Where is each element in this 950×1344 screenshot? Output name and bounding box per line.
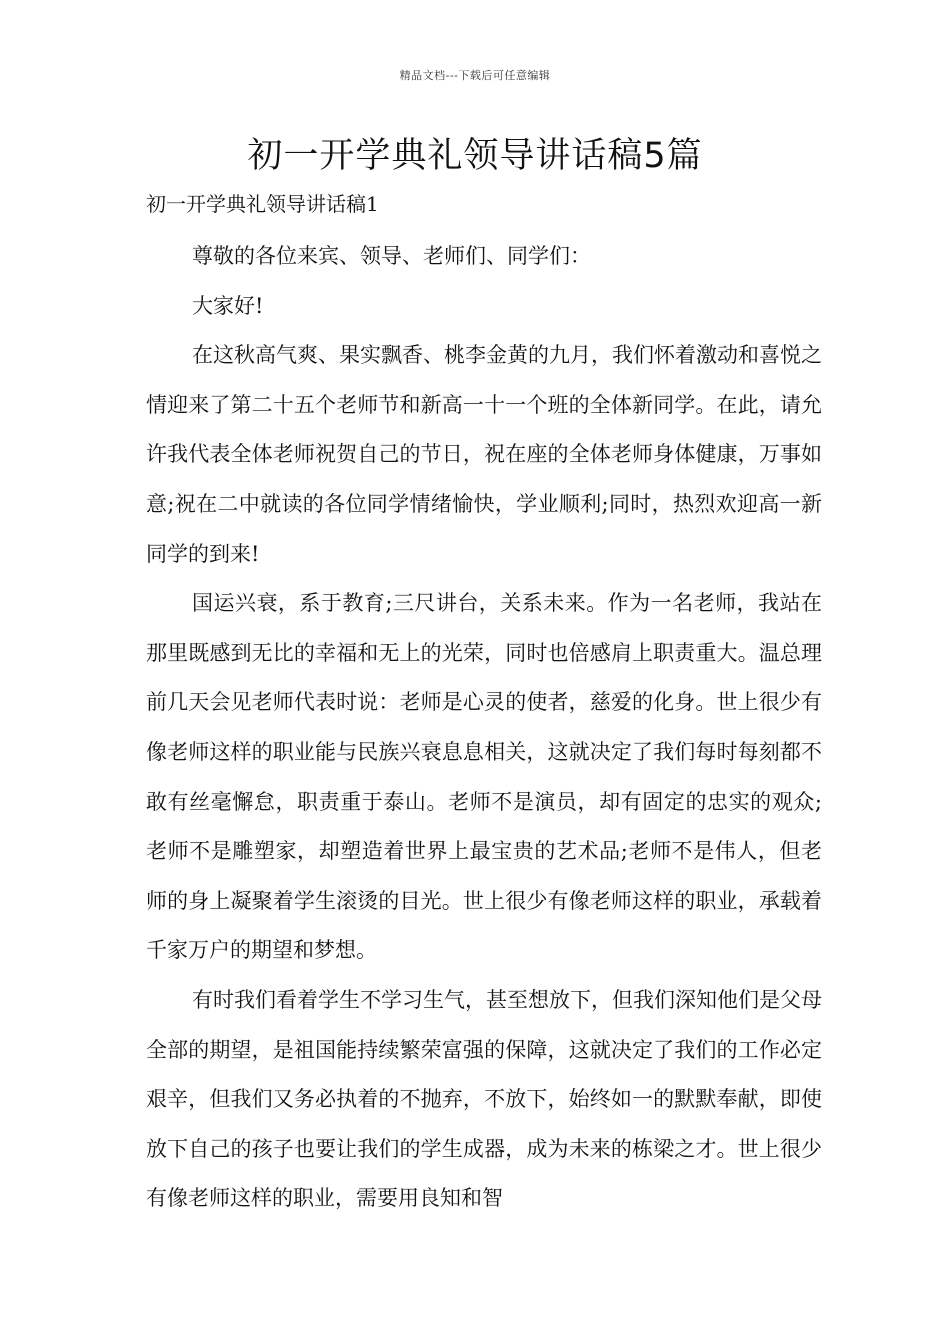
paragraph-hello: 大家好! <box>192 293 264 318</box>
document-title: 初一开学典礼领导讲话稿5篇 <box>247 136 703 176</box>
header-note: 精品文档---下载后可任意编辑 <box>399 69 551 82</box>
paragraph-greeting: 尊敬的各位来宾、领导、老师们、同学们： <box>192 244 591 268</box>
section-subtitle: 初一开学典礼领导讲话稿1 <box>146 192 379 216</box>
paragraph: 在这秋高气爽、果实飘香、桃李金黄的九月，我们怀着激动和喜悦之情迎来了第二十五个老师节和新高一十一个班的全体新同学。在此，请允许我代表全体老师祝贺自己的节日，祝在座的全体老师身体健康，万事如意;祝在二中就读的各位同学情绪愉快，学业顺利;同时，热烈欢迎高一新同学的到来! <box>146 343 822 566</box>
paragraph: 国运兴衰，系于教育;三尺讲台，关系未来。作为一名老师，我站在那里既感到无比的幸福和无上的光荣，同时也倍感肩上职责重大。温总理前几天会见老师代表时说：老师是心灵的使者，慈爱的化身。世上很少有像老师这样的职业能与民族兴衰息息相关，这就决定了我们每时每刻都不敢有丝毫懈怠，职责重于泰山。老师不是演员，却有固定的忠实的观众;老师不是雕塑家，却塑造着世界上最宝贵的艺术品;老师不是伟人，但老师的身上凝聚着学生滚烫的目光。世上很少有像老师这样的职业，承载着千家万户的期望和梦想。 <box>146 591 822 963</box>
document-body <box>146 232 822 1224</box>
paragraph: 有时我们看着学生不学习生气，甚至想放下，但我们深知他们是父母全部的期望，是祖国能持续繁荣富强的保障，这就决定了我们的工作必定艰辛，但我们又务必执着的不抛弃，不放下，始终如一的默默奉献，即使放下自己的孩子也要让我们的学生成器，成为未来的栋梁之才。世上很少有像老师这样的职业，需要用良知和智 <box>146 987 822 1211</box>
